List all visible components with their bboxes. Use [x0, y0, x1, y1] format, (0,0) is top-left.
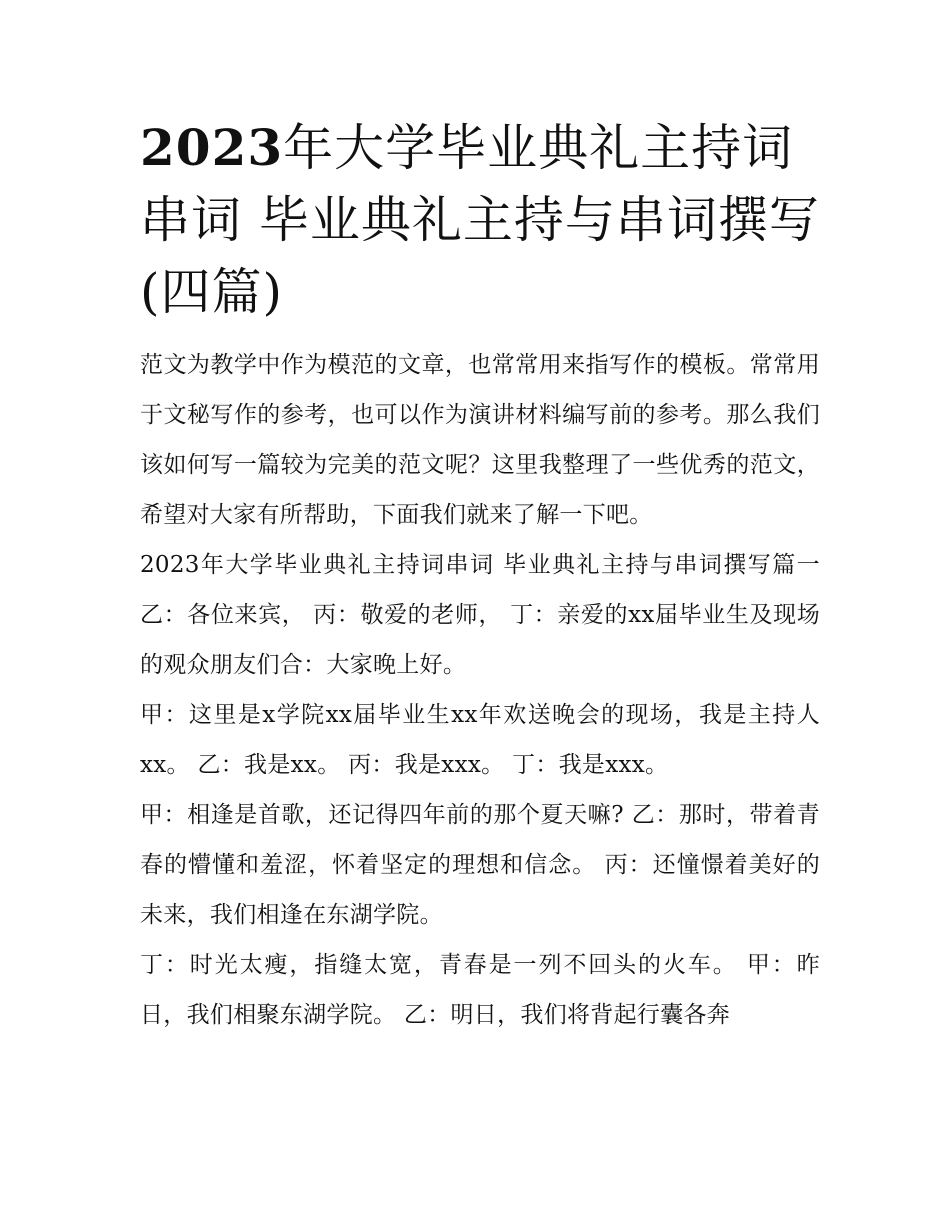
body-paragraph: 甲：这里是x学院xx届毕业生xx年欢送晚会的现场，我是主持人xx。 乙：我是xx。 丙：我是xxx。 丁：我是xxx。: [140, 702, 820, 778]
body-paragraph: 丁：时光太瘦，指缝太宽，青春是一列不回头的火车。 甲：昨日，我们相聚东湖学院。 乙：明日，我们将背起行囊各奔: [140, 952, 820, 1028]
document-title: [140, 112, 820, 328]
title-year: 2023: [140, 118, 284, 177]
title-text: 年大学毕业典礼主持词串词 毕业典礼主持与串词撰写(四篇): [140, 119, 820, 321]
body-paragraph: 甲：相逢是首歌，还记得四年前的那个夏天嘛? 乙：那时，带着青春的懵懂和羞涩，怀着坚定的理想和信念。 丙：还憧憬着美好的未来，我们相逢在东湖学院。: [140, 802, 820, 928]
document-page: [140, 112, 820, 1040]
intro-paragraph: 范文为教学中作为模范的文章，也常常用来指写作的模板。常常用于文秘写作的参考，也可以作为演讲材料编写前的参考。那么我们该如何写一篇较为完美的范文呢？这里我整理了一些优秀的范文，希望对大家有所帮助，下面我们就来了解一下吧。: [140, 352, 820, 528]
body-paragraph: 2023年大学毕业典礼主持词串词 毕业典礼主持与串词撰写篇一 乙：各位来宾， 丙：敬爱的老师， 丁：亲爱的xx届毕业生及现场的观众朋友们合：大家晚上好。: [140, 552, 820, 678]
